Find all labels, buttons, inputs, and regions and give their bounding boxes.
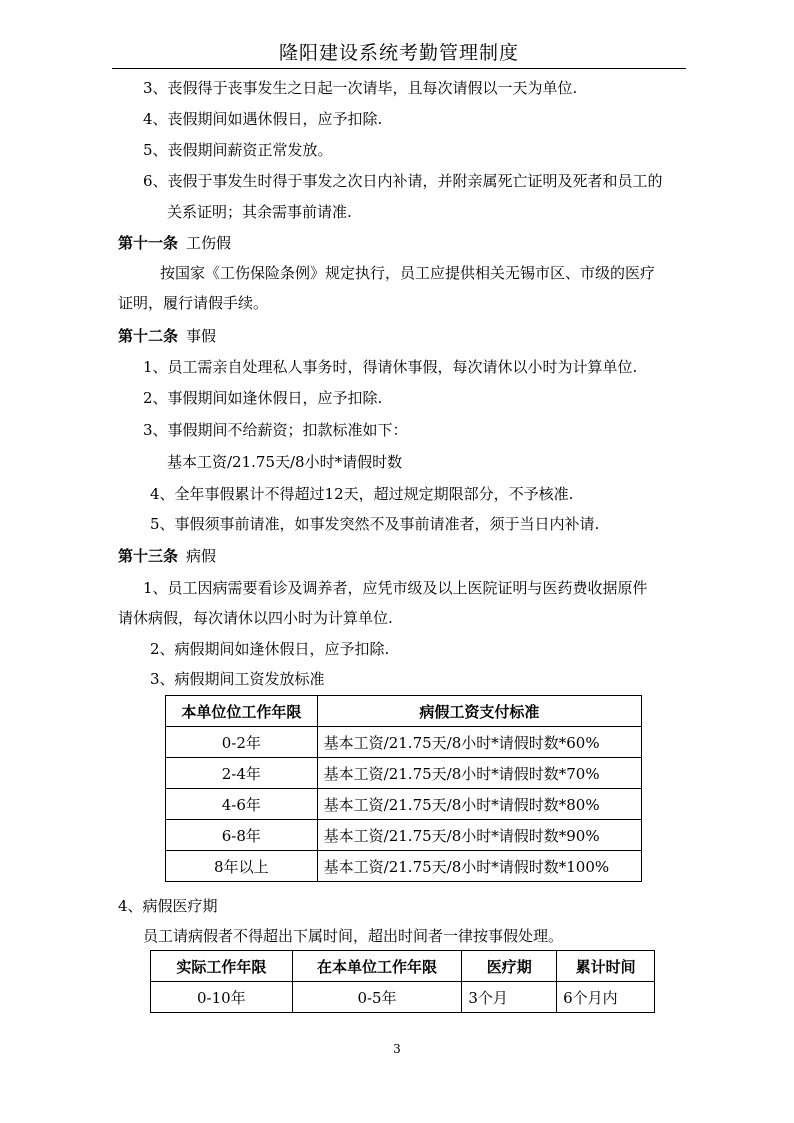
table-header-cell: 医疗期 bbox=[462, 951, 557, 982]
paragraph-line: 按国家《工伤保险条例》规定执行，员工应提供相关无锡市区、市级的医疗 bbox=[160, 264, 656, 282]
table-row bbox=[166, 758, 642, 789]
table-header-cell: 本单位位工作年限 bbox=[166, 696, 318, 727]
header-divider bbox=[112, 68, 686, 69]
table-header-cell: 实际工作年限 bbox=[151, 951, 293, 982]
paragraph-line: 5、事假须事前请准，如事发突然不及事前请准者，须于当日内补请. bbox=[150, 515, 600, 533]
table-cell: 基本工资/21.75天/8小时*请假时数*70% bbox=[317, 758, 641, 789]
paragraph-line: 2、事假期间如逢休假日，应予扣除. bbox=[143, 389, 383, 407]
table-row bbox=[166, 727, 642, 758]
article-number: 第十二条 bbox=[118, 327, 179, 345]
paragraph-line: 员工请病假者不得超出下属时间，超出时间者一律按事假处理。 bbox=[143, 927, 564, 945]
table-cell: 6个月内 bbox=[557, 982, 655, 1013]
table-cell: 0-5年 bbox=[292, 982, 462, 1013]
table-cell: 6-8年 bbox=[166, 820, 318, 851]
paragraph-line: 1、员工因病需要看诊及调养者，应凭市级及以上医院证明与医药费收据原件 bbox=[143, 579, 648, 597]
table-row bbox=[151, 982, 655, 1013]
paragraph-line: 3、事假期间不给薪资；扣款标准如下： bbox=[143, 421, 408, 439]
paragraph-line: 4、全年事假累计不得超过12天，超过规定期限部分，不予核准. bbox=[150, 485, 574, 503]
article-title: 病假 bbox=[186, 547, 217, 565]
table-cell: 3个月 bbox=[462, 982, 557, 1013]
table-row bbox=[166, 851, 642, 882]
page-header-title: 隆阳建设系统考勤管理制度 bbox=[278, 42, 519, 64]
paragraph-line: 5、丧假期间薪资正常发放。 bbox=[143, 141, 333, 159]
formula-line: 基本工资/21.75天/8小时*请假时数 bbox=[167, 453, 403, 471]
article-number: 第十三条 bbox=[118, 547, 179, 565]
table-row bbox=[166, 789, 642, 820]
paragraph-line: 3、丧假得于丧事发生之日起一次请毕，且每次请假以一天为单位. bbox=[143, 79, 578, 97]
paragraph-line: 4、丧假期间如遇休假日，应予扣除. bbox=[143, 110, 383, 128]
article-number: 第十一条 bbox=[118, 234, 179, 252]
paragraph-line: 3、病假期间工资发放标准 bbox=[150, 670, 325, 688]
table-cell: 4-6年 bbox=[166, 789, 318, 820]
page-number: 3 bbox=[393, 1042, 401, 1056]
table-header-row bbox=[151, 951, 655, 982]
article-title: 事假 bbox=[186, 327, 217, 345]
table-cell: 基本工资/21.75天/8小时*请假时数*80% bbox=[317, 789, 641, 820]
article-11-heading bbox=[118, 232, 231, 253]
table-cell: 8年以上 bbox=[166, 851, 318, 882]
paragraph-line: 2、病假期间如逢休假日，应予扣除. bbox=[150, 640, 390, 658]
article-13-heading bbox=[118, 545, 216, 566]
table-row bbox=[166, 820, 642, 851]
paragraph-line: 4、病假医疗期 bbox=[118, 897, 218, 915]
article-12-heading bbox=[118, 325, 216, 346]
table-header-cell: 在本单位工作年限 bbox=[292, 951, 462, 982]
table-cell: 基本工资/21.75天/8小时*请假时数*90% bbox=[317, 820, 641, 851]
table-cell: 0-10年 bbox=[151, 982, 293, 1013]
sick-pay-table bbox=[165, 695, 642, 882]
table-cell: 基本工资/21.75天/8小时*请假时数*100% bbox=[317, 851, 641, 882]
paragraph-line: 1、员工需亲自处理私人事务时，得请休事假，每次请休以小时为计算单位. bbox=[143, 358, 638, 376]
article-title: 工伤假 bbox=[186, 234, 232, 252]
medical-period-table bbox=[150, 950, 655, 1013]
paragraph-line: 请休病假，每次请休以四小时为计算单位. bbox=[118, 609, 393, 627]
table-header-cell: 累计时间 bbox=[557, 951, 655, 982]
table-header-cell: 病假工资支付标准 bbox=[317, 696, 641, 727]
paragraph-line: 证明，履行请假手续。 bbox=[118, 294, 269, 312]
table-header-row bbox=[166, 696, 642, 727]
paragraph-line: 6、丧假于事发生时得于事发之次日内补请，并附亲属死亡证明及死者和员工的 bbox=[143, 172, 663, 190]
table-cell: 2-4年 bbox=[166, 758, 318, 789]
paragraph-line: 关系证明；其余需事前请准. bbox=[167, 203, 352, 221]
table-cell: 0-2年 bbox=[166, 727, 318, 758]
table-cell: 基本工资/21.75天/8小时*请假时数*60% bbox=[317, 727, 641, 758]
